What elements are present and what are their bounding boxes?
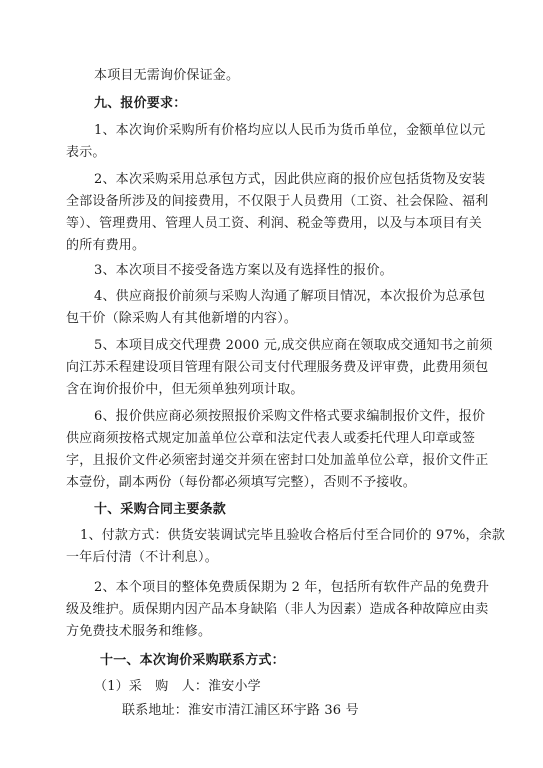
s9-p6-line4: 本壹份，副本两份（每份都必须填写完整），否则不予接收。 [66, 475, 416, 490]
s10-p2-line2: 级及维护。质保期内因产品本身缺陷（非人为因素）造成各种故障应由卖 [66, 602, 489, 617]
s9-p4-line2: 包干价（除采购人有其他新增的内容）。 [66, 311, 298, 326]
s9-p1-line2: 表示。 [66, 145, 106, 160]
s9-p6-line3: 字，且报价文件必须密封递交并须在密封口处加盖单位公章，报价文件正 [66, 453, 489, 468]
s9-p1-line1: 1、本次询价采购所有价格均应以人民币为货币单位，金额单位以元 [94, 123, 486, 138]
s9-p2-line3: 等）、管理费用、管理人员工资、利润、税金等费用，以及与本项目有关 [66, 216, 482, 231]
s9-p4-line1: 4、供应商报价前须与采购人沟通了解项目情况，本次报价为总承包 [94, 289, 486, 304]
s9-p6-line1: 6、报价供应商必须按照报价采购文件格式要求编制报价文件，报价 [94, 409, 486, 424]
no-deposit-note: 本项目无需询价保证金。 [94, 68, 240, 83]
s9-p6-line2: 供应商须按格式规定加盖单位公章和法定代表人或委托代理人印章或签 [66, 431, 476, 446]
s10-p2-line3: 方免费技术服务和维修。 [66, 624, 212, 639]
s9-p5-line2: 向江苏禾程建设项目管理有限公司支付代理服务费及评审费，此费用须包 [66, 360, 489, 375]
buyer-line: （1）采 购 人：淮安小学 [94, 679, 261, 694]
s9-p5-line1: 5、本项目成交代理费 2000 元,成交供应商在领取成交通知书之前须 [94, 338, 493, 353]
s9-p2-line4: 的所有费用。 [66, 238, 146, 253]
s9-p5-line3: 含在询价报价中，但无须单独列项计取。 [66, 382, 304, 397]
s9-p2-line1: 2、本次采购采用总承包方式，因此供应商的报价应包括货物及安装 [94, 172, 486, 187]
section-10-heading: 十、采购合同主要条款 [94, 502, 227, 517]
s10-p1-line2: 一年后付清（不计利息）。 [66, 550, 218, 565]
s9-p2-line2: 全部设备所涉及的间接费用，不仅限于人员费用（工资、社会保险、福利 [66, 194, 489, 209]
s9-p3-line1: 3、本次项目不接受备选方案以及有选择性的报价。 [94, 263, 393, 278]
s10-p1-line1: 1、付款方式：供货安装调试完毕且验收合格后付至合同价的 97%，余款 [80, 528, 506, 543]
s10-p2-line1: 2、本个项目的整体免费质保期为 2 年，包括所有软件产品的免费升 [94, 580, 490, 595]
contact-address: 联系地址：淮安市清江浦区环宇路 36 号 [122, 703, 359, 718]
section-9-heading: 九、报价要求： [94, 96, 187, 111]
section-11-heading: 十一、本次询价采购联系方式： [100, 653, 285, 668]
